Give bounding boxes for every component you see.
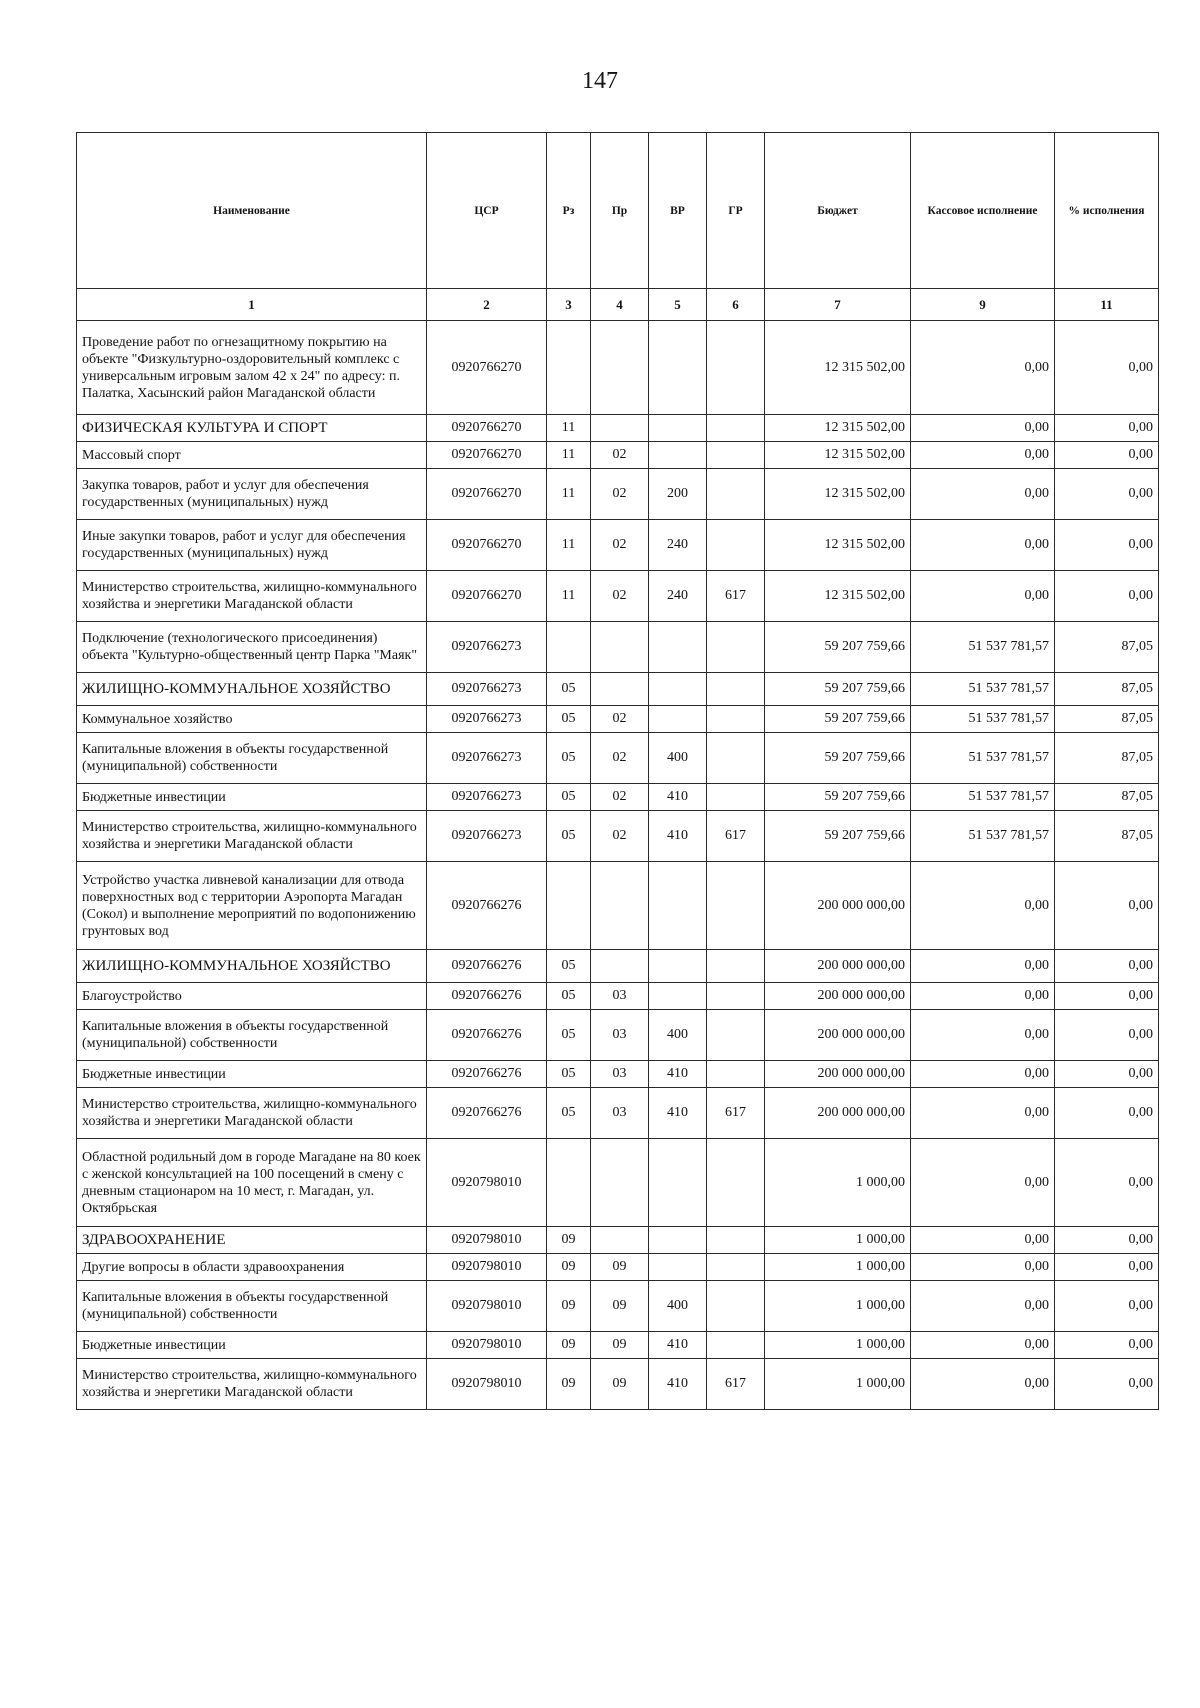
cell-vr: 240 bbox=[649, 571, 707, 622]
cell-percent: 0,00 bbox=[1055, 442, 1159, 469]
header-index-row bbox=[77, 289, 1159, 321]
table-row bbox=[77, 1332, 1159, 1359]
cell-rz: 09 bbox=[547, 1281, 591, 1332]
cell-name: Капитальные вложения в объекты государственной (муниципальной) собственности bbox=[77, 1010, 427, 1061]
cell-gr bbox=[707, 1139, 765, 1227]
table-row bbox=[77, 784, 1159, 811]
index-cell: 1 bbox=[77, 289, 427, 321]
cell-name: Коммунальное хозяйство bbox=[77, 706, 427, 733]
cell-cash: 0,00 bbox=[911, 950, 1055, 983]
cell-gr: 617 bbox=[707, 571, 765, 622]
cell-vr bbox=[649, 950, 707, 983]
cell-pr: 02 bbox=[591, 706, 649, 733]
cell-gr bbox=[707, 622, 765, 673]
cell-csr: 0920798010 bbox=[427, 1281, 547, 1332]
cell-rz: 11 bbox=[547, 442, 591, 469]
cell-vr: 410 bbox=[649, 811, 707, 862]
header-row bbox=[77, 133, 1159, 289]
table-row bbox=[77, 733, 1159, 784]
table-row bbox=[77, 1281, 1159, 1332]
cell-vr bbox=[649, 415, 707, 442]
cell-rz bbox=[547, 622, 591, 673]
cell-pr: 02 bbox=[591, 469, 649, 520]
cell-percent: 87,05 bbox=[1055, 622, 1159, 673]
cell-rz: 05 bbox=[547, 1088, 591, 1139]
cell-rz: 11 bbox=[547, 415, 591, 442]
cell-vr: 200 bbox=[649, 469, 707, 520]
cell-name: Закупка товаров, работ и услуг для обеспечения государственных (муниципальных) нужд bbox=[77, 469, 427, 520]
cell-budget: 200 000 000,00 bbox=[765, 862, 911, 950]
cell-name: Устройство участка ливневой канализации для отвода поверхностных вод с территории Аэропорта Магадан (Сокол) и выполнение мероприятий по водопонижению грунтовых вод bbox=[77, 862, 427, 950]
cell-name: Бюджетные инвестиции bbox=[77, 1061, 427, 1088]
cell-name: Министерство строительства, жилищно-коммунального хозяйства и энергетики Магаданской области bbox=[77, 1088, 427, 1139]
cell-name: Подключение (технологического присоединения) объекта "Культурно-общественный центр Парка "Маяк" bbox=[77, 622, 427, 673]
cell-cash: 0,00 bbox=[911, 520, 1055, 571]
table-row bbox=[77, 1061, 1159, 1088]
table-row bbox=[77, 622, 1159, 673]
cell-budget: 1 000,00 bbox=[765, 1332, 911, 1359]
cell-budget: 1 000,00 bbox=[765, 1281, 911, 1332]
cell-pr: 03 bbox=[591, 983, 649, 1010]
cell-budget: 59 207 759,66 bbox=[765, 622, 911, 673]
table-row bbox=[77, 1010, 1159, 1061]
cell-cash: 0,00 bbox=[911, 571, 1055, 622]
cell-cash: 51 537 781,57 bbox=[911, 811, 1055, 862]
cell-pr: 03 bbox=[591, 1061, 649, 1088]
cell-percent: 0,00 bbox=[1055, 1254, 1159, 1281]
table-row bbox=[77, 811, 1159, 862]
cell-percent: 0,00 bbox=[1055, 1061, 1159, 1088]
cell-budget: 59 207 759,66 bbox=[765, 784, 911, 811]
cell-csr: 0920798010 bbox=[427, 1227, 547, 1254]
cell-rz: 09 bbox=[547, 1254, 591, 1281]
cell-rz: 05 bbox=[547, 733, 591, 784]
cell-csr: 0920798010 bbox=[427, 1254, 547, 1281]
cell-cash: 51 537 781,57 bbox=[911, 733, 1055, 784]
cell-rz: 09 bbox=[547, 1359, 591, 1410]
cell-gr: 617 bbox=[707, 1359, 765, 1410]
cell-csr: 0920766270 bbox=[427, 415, 547, 442]
cell-gr bbox=[707, 706, 765, 733]
cell-cash: 0,00 bbox=[911, 1061, 1055, 1088]
cell-vr bbox=[649, 1139, 707, 1227]
cell-budget: 59 207 759,66 bbox=[765, 811, 911, 862]
table-row bbox=[77, 1088, 1159, 1139]
cell-name: Массовый спорт bbox=[77, 442, 427, 469]
cell-name: ЖИЛИЩНО-КОММУНАЛЬНОЕ ХОЗЯЙСТВО bbox=[77, 673, 427, 706]
cell-pr bbox=[591, 1139, 649, 1227]
index-cell: 11 bbox=[1055, 289, 1159, 321]
cell-percent: 0,00 bbox=[1055, 571, 1159, 622]
cell-pr: 02 bbox=[591, 520, 649, 571]
cell-vr bbox=[649, 622, 707, 673]
cell-rz: 09 bbox=[547, 1332, 591, 1359]
cell-pr: 09 bbox=[591, 1359, 649, 1410]
cell-percent: 87,05 bbox=[1055, 784, 1159, 811]
cell-name: ЖИЛИЩНО-КОММУНАЛЬНОЕ ХОЗЯЙСТВО bbox=[77, 950, 427, 983]
cell-csr: 0920798010 bbox=[427, 1139, 547, 1227]
header-percent: % исполнения bbox=[1055, 133, 1159, 289]
cell-csr: 0920766270 bbox=[427, 571, 547, 622]
cell-gr bbox=[707, 415, 765, 442]
cell-csr: 0920766273 bbox=[427, 733, 547, 784]
cell-name: Проведение работ по огнезащитному покрытию на объекте "Физкультурно-оздоровительный комплекс с универсальным игровым залом 42 х 24" по адресу: п. Палатка, Хасынский район Магаданской области bbox=[77, 321, 427, 415]
budget-table bbox=[76, 132, 1159, 1410]
cell-name: Иные закупки товаров, работ и услуг для обеспечения государственных (муниципальных) нужд bbox=[77, 520, 427, 571]
cell-vr: 410 bbox=[649, 1061, 707, 1088]
cell-vr bbox=[649, 1227, 707, 1254]
cell-pr: 02 bbox=[591, 571, 649, 622]
cell-percent: 87,05 bbox=[1055, 733, 1159, 784]
cell-vr bbox=[649, 706, 707, 733]
cell-rz: 05 bbox=[547, 706, 591, 733]
header-cash: Кассовое исполнение bbox=[911, 133, 1055, 289]
page-number: 147 bbox=[582, 68, 618, 94]
cell-pr: 02 bbox=[591, 811, 649, 862]
cell-budget: 1 000,00 bbox=[765, 1359, 911, 1410]
cell-name: Областной родильный дом в городе Магадане на 80 коек с женской консультацией на 100 посещений в смену с дневным стационаром на 10 мест, г. Магадан, ул. Октябрьская bbox=[77, 1139, 427, 1227]
cell-gr bbox=[707, 1061, 765, 1088]
cell-pr bbox=[591, 673, 649, 706]
cell-gr bbox=[707, 442, 765, 469]
header-name: Наименование bbox=[77, 133, 427, 289]
cell-budget: 200 000 000,00 bbox=[765, 1061, 911, 1088]
cell-vr: 400 bbox=[649, 733, 707, 784]
cell-csr: 0920766270 bbox=[427, 520, 547, 571]
cell-cash: 0,00 bbox=[911, 1227, 1055, 1254]
cell-percent: 0,00 bbox=[1055, 1332, 1159, 1359]
cell-budget: 200 000 000,00 bbox=[765, 950, 911, 983]
cell-cash: 0,00 bbox=[911, 1254, 1055, 1281]
table-row bbox=[77, 1227, 1159, 1254]
cell-rz: 05 bbox=[547, 983, 591, 1010]
table-row bbox=[77, 673, 1159, 706]
cell-gr bbox=[707, 983, 765, 1010]
cell-budget: 12 315 502,00 bbox=[765, 520, 911, 571]
cell-rz: 11 bbox=[547, 571, 591, 622]
cell-pr bbox=[591, 622, 649, 673]
cell-rz bbox=[547, 1139, 591, 1227]
cell-name: ЗДРАВООХРАНЕНИЕ bbox=[77, 1227, 427, 1254]
cell-cash: 0,00 bbox=[911, 1139, 1055, 1227]
cell-csr: 0920766273 bbox=[427, 811, 547, 862]
cell-csr: 0920798010 bbox=[427, 1332, 547, 1359]
cell-csr: 0920766276 bbox=[427, 950, 547, 983]
cell-percent: 87,05 bbox=[1055, 811, 1159, 862]
cell-vr: 410 bbox=[649, 1359, 707, 1410]
cell-gr bbox=[707, 784, 765, 811]
cell-gr bbox=[707, 950, 765, 983]
cell-csr: 0920766270 bbox=[427, 442, 547, 469]
cell-gr bbox=[707, 1227, 765, 1254]
cell-vr bbox=[649, 321, 707, 415]
cell-vr bbox=[649, 673, 707, 706]
cell-cash: 51 537 781,57 bbox=[911, 622, 1055, 673]
cell-pr: 03 bbox=[591, 1088, 649, 1139]
cell-percent: 0,00 bbox=[1055, 520, 1159, 571]
cell-name: Министерство строительства, жилищно-коммунального хозяйства и энергетики Магаданской области bbox=[77, 811, 427, 862]
cell-pr: 02 bbox=[591, 784, 649, 811]
cell-cash: 0,00 bbox=[911, 415, 1055, 442]
table-row bbox=[77, 1359, 1159, 1410]
cell-rz: 09 bbox=[547, 1227, 591, 1254]
header-csr: ЦСР bbox=[427, 133, 547, 289]
cell-rz: 05 bbox=[547, 950, 591, 983]
cell-cash: 0,00 bbox=[911, 1359, 1055, 1410]
index-cell: 2 bbox=[427, 289, 547, 321]
cell-rz: 11 bbox=[547, 520, 591, 571]
cell-name: Бюджетные инвестиции bbox=[77, 784, 427, 811]
table-row bbox=[77, 469, 1159, 520]
cell-budget: 1 000,00 bbox=[765, 1227, 911, 1254]
cell-budget: 1 000,00 bbox=[765, 1139, 911, 1227]
table-row bbox=[77, 1254, 1159, 1281]
cell-cash: 0,00 bbox=[911, 1332, 1055, 1359]
cell-cash: 0,00 bbox=[911, 321, 1055, 415]
cell-budget: 200 000 000,00 bbox=[765, 1088, 911, 1139]
cell-percent: 0,00 bbox=[1055, 1088, 1159, 1139]
cell-gr bbox=[707, 1010, 765, 1061]
cell-csr: 0920798010 bbox=[427, 1359, 547, 1410]
cell-percent: 0,00 bbox=[1055, 862, 1159, 950]
index-cell: 9 bbox=[911, 289, 1055, 321]
cell-gr: 617 bbox=[707, 811, 765, 862]
table-row bbox=[77, 1139, 1159, 1227]
cell-budget: 200 000 000,00 bbox=[765, 983, 911, 1010]
cell-percent: 87,05 bbox=[1055, 673, 1159, 706]
header-budget: Бюджет bbox=[765, 133, 911, 289]
table-row bbox=[77, 415, 1159, 442]
cell-vr: 240 bbox=[649, 520, 707, 571]
cell-gr bbox=[707, 1281, 765, 1332]
table-row bbox=[77, 862, 1159, 950]
cell-csr: 0920766273 bbox=[427, 622, 547, 673]
cell-pr bbox=[591, 415, 649, 442]
cell-vr bbox=[649, 1254, 707, 1281]
cell-percent: 0,00 bbox=[1055, 983, 1159, 1010]
header-pr: Пр bbox=[591, 133, 649, 289]
cell-budget: 12 315 502,00 bbox=[765, 571, 911, 622]
cell-cash: 0,00 bbox=[911, 862, 1055, 950]
cell-cash: 0,00 bbox=[911, 1281, 1055, 1332]
index-cell: 5 bbox=[649, 289, 707, 321]
table-row bbox=[77, 321, 1159, 415]
cell-gr bbox=[707, 1254, 765, 1281]
cell-pr bbox=[591, 950, 649, 983]
cell-rz: 05 bbox=[547, 1010, 591, 1061]
cell-name: Другие вопросы в области здравоохранения bbox=[77, 1254, 427, 1281]
cell-vr: 410 bbox=[649, 784, 707, 811]
cell-cash: 0,00 bbox=[911, 1010, 1055, 1061]
cell-rz bbox=[547, 321, 591, 415]
cell-percent: 0,00 bbox=[1055, 469, 1159, 520]
cell-rz: 05 bbox=[547, 1061, 591, 1088]
cell-budget: 12 315 502,00 bbox=[765, 469, 911, 520]
cell-csr: 0920766276 bbox=[427, 983, 547, 1010]
table-row bbox=[77, 520, 1159, 571]
cell-cash: 0,00 bbox=[911, 469, 1055, 520]
cell-vr bbox=[649, 442, 707, 469]
cell-percent: 0,00 bbox=[1055, 1139, 1159, 1227]
header-vr: ВР bbox=[649, 133, 707, 289]
cell-name: Благоустройство bbox=[77, 983, 427, 1010]
cell-csr: 0920766273 bbox=[427, 784, 547, 811]
cell-vr: 410 bbox=[649, 1332, 707, 1359]
cell-name: Министерство строительства, жилищно-коммунального хозяйства и энергетики Магаданской области bbox=[77, 571, 427, 622]
cell-name: Капитальные вложения в объекты государственной (муниципальной) собственности bbox=[77, 1281, 427, 1332]
cell-percent: 0,00 bbox=[1055, 415, 1159, 442]
cell-budget: 12 315 502,00 bbox=[765, 321, 911, 415]
cell-rz: 11 bbox=[547, 469, 591, 520]
cell-percent: 0,00 bbox=[1055, 1227, 1159, 1254]
table-row bbox=[77, 983, 1159, 1010]
header-gr: ГР bbox=[707, 133, 765, 289]
cell-budget: 1 000,00 bbox=[765, 1254, 911, 1281]
cell-percent: 0,00 bbox=[1055, 1010, 1159, 1061]
cell-gr: 617 bbox=[707, 1088, 765, 1139]
cell-csr: 0920766273 bbox=[427, 673, 547, 706]
cell-budget: 200 000 000,00 bbox=[765, 1010, 911, 1061]
cell-vr: 410 bbox=[649, 1088, 707, 1139]
cell-percent: 0,00 bbox=[1055, 1359, 1159, 1410]
cell-percent: 87,05 bbox=[1055, 706, 1159, 733]
cell-pr: 02 bbox=[591, 733, 649, 784]
cell-cash: 51 537 781,57 bbox=[911, 673, 1055, 706]
cell-cash: 51 537 781,57 bbox=[911, 784, 1055, 811]
cell-pr: 09 bbox=[591, 1332, 649, 1359]
index-cell: 7 bbox=[765, 289, 911, 321]
cell-budget: 12 315 502,00 bbox=[765, 415, 911, 442]
cell-pr bbox=[591, 862, 649, 950]
cell-gr bbox=[707, 469, 765, 520]
cell-rz: 05 bbox=[547, 811, 591, 862]
cell-csr: 0920766270 bbox=[427, 321, 547, 415]
table-row bbox=[77, 442, 1159, 469]
cell-cash: 0,00 bbox=[911, 983, 1055, 1010]
cell-csr: 0920766270 bbox=[427, 469, 547, 520]
header-rz: Рз bbox=[547, 133, 591, 289]
cell-gr bbox=[707, 733, 765, 784]
cell-pr bbox=[591, 1227, 649, 1254]
cell-rz: 05 bbox=[547, 784, 591, 811]
cell-gr bbox=[707, 673, 765, 706]
cell-budget: 59 207 759,66 bbox=[765, 733, 911, 784]
cell-csr: 0920766276 bbox=[427, 1061, 547, 1088]
cell-pr: 02 bbox=[591, 442, 649, 469]
cell-csr: 0920766276 bbox=[427, 1010, 547, 1061]
cell-rz bbox=[547, 862, 591, 950]
cell-budget: 59 207 759,66 bbox=[765, 706, 911, 733]
cell-percent: 0,00 bbox=[1055, 1281, 1159, 1332]
cell-budget: 59 207 759,66 bbox=[765, 673, 911, 706]
cell-pr: 09 bbox=[591, 1281, 649, 1332]
index-cell: 3 bbox=[547, 289, 591, 321]
table-row bbox=[77, 706, 1159, 733]
cell-csr: 0920766276 bbox=[427, 1088, 547, 1139]
cell-vr: 400 bbox=[649, 1281, 707, 1332]
cell-cash: 51 537 781,57 bbox=[911, 706, 1055, 733]
table-row bbox=[77, 571, 1159, 622]
cell-budget: 12 315 502,00 bbox=[765, 442, 911, 469]
cell-name: Министерство строительства, жилищно-коммунального хозяйства и энергетики Магаданской области bbox=[77, 1359, 427, 1410]
table-body bbox=[77, 321, 1159, 1410]
cell-vr: 400 bbox=[649, 1010, 707, 1061]
cell-cash: 0,00 bbox=[911, 442, 1055, 469]
cell-csr: 0920766273 bbox=[427, 706, 547, 733]
cell-cash: 0,00 bbox=[911, 1088, 1055, 1139]
index-cell: 4 bbox=[591, 289, 649, 321]
cell-name: Капитальные вложения в объекты государственной (муниципальной) собственности bbox=[77, 733, 427, 784]
cell-percent: 0,00 bbox=[1055, 950, 1159, 983]
cell-name: ФИЗИЧЕСКАЯ КУЛЬТУРА И СПОРТ bbox=[77, 415, 427, 442]
index-cell: 6 bbox=[707, 289, 765, 321]
cell-vr bbox=[649, 983, 707, 1010]
cell-gr bbox=[707, 520, 765, 571]
cell-gr bbox=[707, 1332, 765, 1359]
table-row bbox=[77, 950, 1159, 983]
cell-gr bbox=[707, 862, 765, 950]
cell-pr: 03 bbox=[591, 1010, 649, 1061]
cell-vr bbox=[649, 862, 707, 950]
cell-gr bbox=[707, 321, 765, 415]
cell-pr: 09 bbox=[591, 1254, 649, 1281]
cell-name: Бюджетные инвестиции bbox=[77, 1332, 427, 1359]
cell-csr: 0920766276 bbox=[427, 862, 547, 950]
cell-rz: 05 bbox=[547, 673, 591, 706]
cell-percent: 0,00 bbox=[1055, 321, 1159, 415]
cell-pr bbox=[591, 321, 649, 415]
